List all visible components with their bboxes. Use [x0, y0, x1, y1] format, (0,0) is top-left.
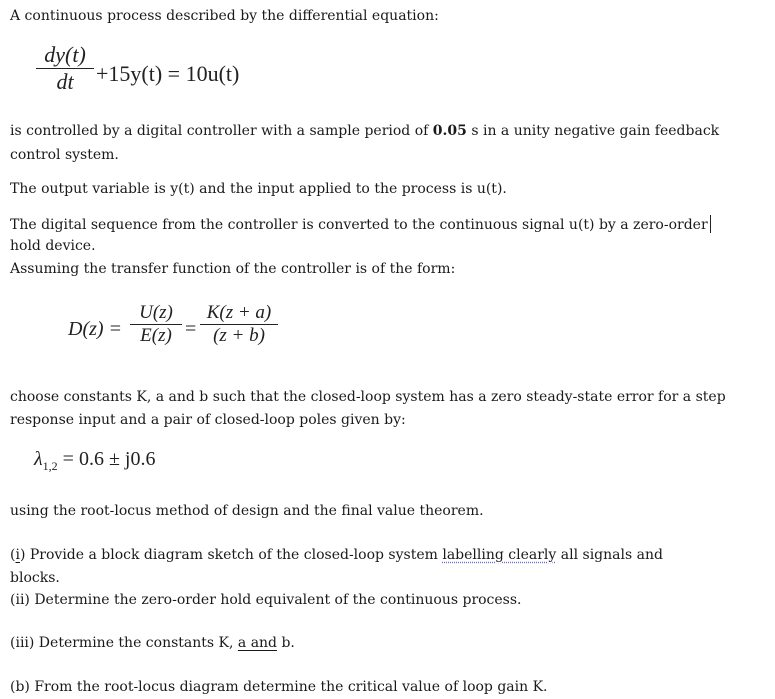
- lambda-symbol: λ: [34, 448, 43, 470]
- paragraph-method: using the root-locus method of design and the final value theorem.: [10, 503, 484, 519]
- text-cursor: [710, 215, 711, 233]
- tf-equals: =: [185, 318, 197, 340]
- tf-fraction-2: K(z + a) (z + b): [200, 302, 278, 347]
- paragraph-zoh: The digital sequence from the controller is converted to the continuous signal u(t) by a zero-order: [10, 215, 711, 233]
- paragraph-choose: choose constants K, a and b such that the closed-loop system has a zero steady-state error for a step: [10, 389, 726, 405]
- paragraph-zoh-cont: hold device.: [10, 238, 96, 254]
- question-b: (b) From the root-locus diagram determine the critical value of loop gain K.: [10, 679, 548, 695]
- sample-period-value: 0.05: [432, 123, 467, 139]
- question-i-marker: i: [15, 547, 20, 563]
- question-i: (i) Provide a block diagram sketch of the closed-loop system labelling clearly all signals and: [10, 547, 663, 563]
- paragraph-io: The output variable is y(t) and the input applied to the process is u(t).: [10, 181, 507, 197]
- paragraph-controller-cont: control system.: [10, 147, 119, 163]
- question-iii-underlined: a and: [237, 635, 278, 651]
- tf-lhs: D(z) =: [68, 318, 123, 340]
- derivative-numerator: dy(t): [44, 42, 86, 67]
- spellcheck-underlined-text: labelling clearly: [442, 547, 557, 563]
- question-ii: (ii) Determine the zero-order hold equivalent of the continuous process.: [10, 592, 522, 608]
- question-iii: (iii) Determine the constants K, a and b.: [10, 635, 295, 651]
- lambda-subscript: 1,2: [42, 459, 58, 473]
- derivative-denominator: dt: [56, 69, 74, 94]
- derivative-fraction: [36, 42, 94, 95]
- question-i-cont: blocks.: [10, 570, 60, 586]
- closed-loop-poles: [34, 448, 155, 474]
- paragraph-choose-cont: response input and a pair of closed-loop poles given by:: [10, 412, 406, 428]
- poles-expression: = 0.6 ± j0.6: [57, 448, 156, 470]
- paragraph-controller: is controlled by a digital controller with a sample period of 0.05 s in a unity negative gain feedback: [10, 123, 720, 139]
- tf-fraction-1: U(z) E(z): [130, 302, 182, 347]
- intro-text: A continuous process described by the differential equation:: [10, 8, 439, 24]
- equation-rest: +15y(t) = 10u(t): [96, 61, 240, 86]
- paragraph-assume: Assuming the transfer function of the controller is of the form:: [10, 261, 456, 277]
